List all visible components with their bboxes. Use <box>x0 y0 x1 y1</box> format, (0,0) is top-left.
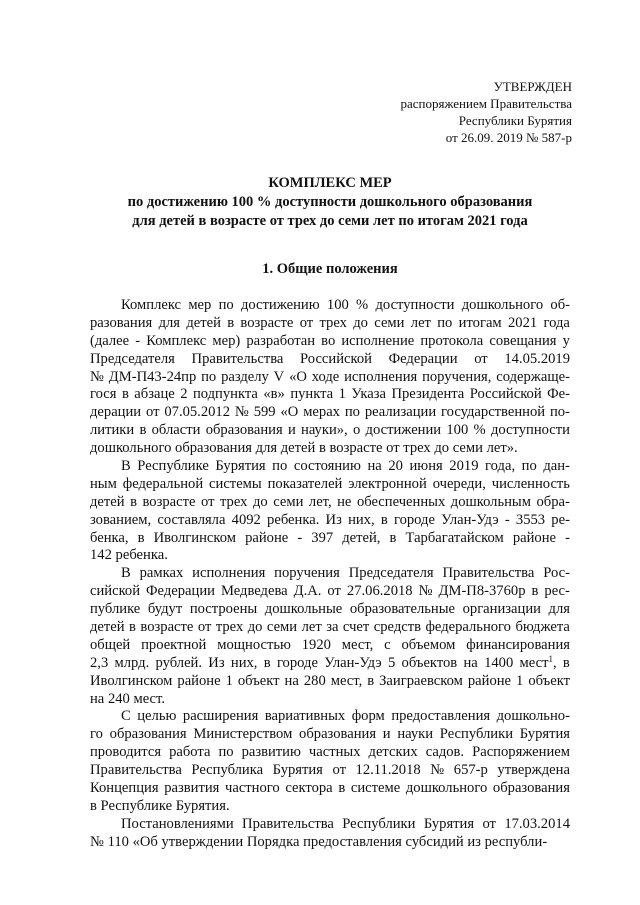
paragraph <box>90 708 570 815</box>
text-line: сийской Федерации Медведева Д.А. от 27.06.2018 № ДМ-П8-3760р в рес- <box>90 583 570 600</box>
document-title-line: КОМПЛЕКС МЕР <box>268 175 392 191</box>
text-line: публике будут построены дошкольные образовательные организации для <box>90 601 570 618</box>
text-line: детей в возрасте от трех до семи лет за счет средств федерального бюджета <box>90 619 570 636</box>
text-line: разования для детей в возрасте от трех до семи лет по итогам 2021 года <box>90 314 570 331</box>
text-line: В Республике Бурятия по состоянию на 20 июня 2019 года, по дан- <box>121 458 570 475</box>
text-line: В рамках исполнения поручения Председателя Правительства Рос- <box>121 565 570 582</box>
section-heading: 1. Общие положения <box>262 261 398 277</box>
approval-date-number: от 26.09. 2019 № 587-р <box>445 130 572 145</box>
text-line: № 110 «Об утверждении Порядка предоставления субсидий из республи- <box>90 833 548 850</box>
paragraph <box>90 458 570 565</box>
text-line: Председателя Правительства Российской Федерации от 14.05.2019 <box>90 350 570 367</box>
text-line: проводится работа по развитию частных детских садов. Распоряжением <box>90 744 570 761</box>
text-line: Комплекс мер по достижению 100 % доступности дошкольного об- <box>121 297 570 313</box>
text-line: гося в абзаце 2 подпункта «в» пункта 1 Указа Президента Российской Фе- <box>90 386 570 403</box>
text-line: Иволгинском районе 1 объект на 280 мест, в Заиграевском районе 1 объект <box>90 672 570 689</box>
text-line: С целью расширения вариативных форм предоставления дошкольно- <box>121 708 570 725</box>
approval-authority: распоряжением Правительства <box>400 96 572 111</box>
document-title <box>90 174 570 231</box>
document-title-line: для детей в возрасте от трех до семи лет по итогам 2021 года <box>132 213 528 229</box>
text-line: детей в возрасте от трех до семи лет, не обеспеченных дошкольным обра- <box>90 493 570 510</box>
approval-title: УТВЕРЖДЕН <box>493 79 572 94</box>
document-title-line: по достижению 100 % доступности дошкольного образования <box>127 194 533 210</box>
paragraph <box>90 297 570 458</box>
text-line: дерации от 07.05.2012 № 599 «О мерах по реализации государственной по- <box>90 404 570 421</box>
approval-stamp <box>400 78 572 146</box>
text-line: № ДМ-П43-24пр по разделу V «О ходе исполнения поручения, содержаще- <box>90 368 570 385</box>
text-line: Постановлениями Правительства Республики Бурятия от 17.03.2014 <box>121 815 570 832</box>
text-line: ным федеральной системы показателей электронной очереди, численность <box>90 475 570 492</box>
paragraph <box>90 816 570 852</box>
footnote-mark: 1 <box>548 654 553 664</box>
text-line: в Республике Бурятия. <box>90 797 230 814</box>
text-line: (далее - Комплекс мер) разработан во исполнение протокола совещания у <box>90 332 570 349</box>
text-line: бенка, в Иволгинском районе - 397 детей, в Тарбагатайском районе - <box>90 529 570 546</box>
approval-region: Республики Бурятия <box>458 113 572 128</box>
text-line: Правительства Республика Бурятия от 12.11.2018 № 657-р утверждена <box>90 762 570 779</box>
text-line: литики в области образования и науки», о достижении 100 % доступности <box>90 422 570 439</box>
text-line: дошкольного образования для детей в возрасте от трех до семи лет». <box>90 440 518 457</box>
text-line: на 240 мест. <box>90 690 165 707</box>
text-line: общей проектной мощностью 1920 мест, с объемом финансирования <box>90 636 570 653</box>
text-line: го образования Министерством образования и науки Республики Бурятия <box>90 726 570 743</box>
document-body <box>90 297 570 852</box>
text-line: Концепция развития частного сектора в системе дошкольного образования <box>90 780 570 797</box>
text-line: зованием, составляла 4092 ребенка. Из них, в городе Улан-Удэ - 3553 ре- <box>90 511 570 528</box>
paragraph <box>90 565 570 708</box>
text-line: 2,3 млрд. рублей. Из них, в городе Улан-Удэ 5 объектов на 1400 мест$^1$, в <box>90 654 570 671</box>
text-line: 142 ребенка. <box>90 547 168 564</box>
